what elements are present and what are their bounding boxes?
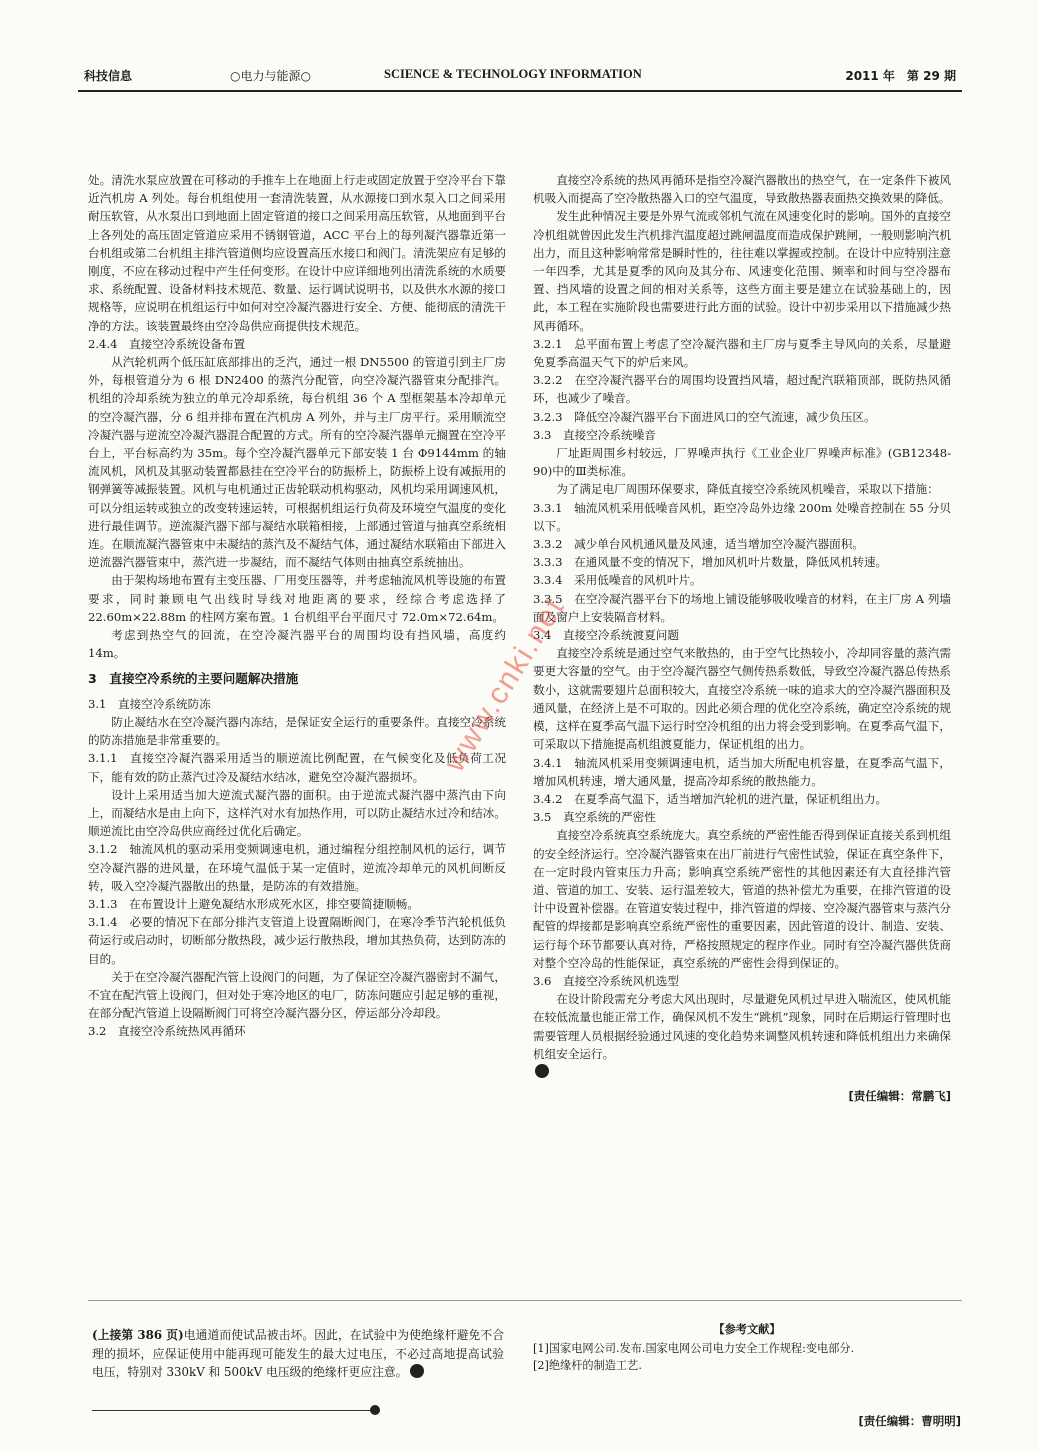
paragraph: 在设计阶段需充分考虑大风出现时，尽量避免风机过早进入喘流区，使风机能在较低流量也能正常工作，确保风机不发生“跳机”现象，同时在后期运行管理时也需要管理人员根据经验通过风速的变化趋势来调整风机转速和降低机组出力来确保机组安全运行。 — [533, 992, 951, 1061]
paragraph: 处。清洗水泵应放置在可移动的手推车上在地面上行走或固定放置于空冷平台下靠近汽机房 A 列处。每台机组使用一套清洗装置，从水源接口到水泵入口之间采用耐压软管，从水泵出口到地面上固定管道的接口之间采用高压软管，从地面到平台上各列处的高压固定管道应采用不锈钢管道，ACC 平台上的每列凝汽器靠近第一台机组或第二台机组主排汽管道侧均应设置高压水接口和阀门。清洗架应有足够的刚度，不应在移动过程中产生任何变形。在设计中应详细地列出清洗系统的水质要求、系统配置、设备材料技术规范、数量、运行调试说明书，以及供水水源的接口规格等，应说明在机组运行中如何对空冷凝汽器进行安全、方便、能彻底的清洗干净的方法。该装置最终由空冷岛供应商提供技术规范。 — [88, 173, 506, 333]
section-heading: 3.1 直接空冷系统防冻 — [88, 696, 211, 711]
paragraph: 直接空冷系统是通过空气来散热的，由于空气比热较小，冷却同容量的蒸汽需要更大容量的空气。由于空冷凝汽器空气侧传热系数低，导致空冷凝汽器总传热系数小，这就需要翅片总面积较大，直接空冷系统一味的追求大的空冷凝汽器面积及通风量，在经济上是不可取的。因此必须合理的优化空冷系统，确定空冷系统的规模，这样在夏季高气温下运行时空冷机组的出力将会受到影响。在夏季高气温下，可采取以下措施提高机组渡夏能力，保证机组的出力。 — [533, 646, 951, 752]
section-heading: 3.1.1 直接空冷凝汽器采用适当的顺逆流比例配置，在气候变化及低负荷工况下，能有效的防止蒸汽过冷及凝结水结冰，避免空冷凝汽器损坏。 — [88, 751, 506, 784]
left-column — [88, 171, 506, 1289]
continued-text: 电通道而使试品被击坏。因此，在试验中为使绝缘杆避免不合理的损坏，应保证使用中能再现可能发生的最大过电压，不必过高地提高试验电压，特别对 330kV 和 500kV 电压级的绝缘杆更应注意。 — [92, 1328, 504, 1379]
section-heading: 3.1.4 必要的情况下在部分排汽支管道上设置隔断阀门，在寒冷季节汽轮机低负荷运行或启动时，切断部分散热段，减少运行散热段，增加其热负荷，达到防冻的目的。 — [88, 915, 506, 966]
paragraph: 厂址距周围乡村较远，厂界噪声执行《工业企业厂界噪声标准》(GB12348-90)中的Ⅲ类标准。 — [533, 446, 951, 479]
section-heading: 3.2 直接空冷系统热风再循环 — [88, 1024, 246, 1039]
reference-item: [1]国家电网公司.发布.国家电网公司电力安全工作规程:变电部分. — [533, 1342, 855, 1355]
paragraph: 关于在空冷凝汽器配汽管上设阀门的问题，为了保证空冷凝汽器密封不漏气，不宜在配汽管上设阀门，但对处于寒冷地区的电厂，防冻问题应引起足够的重视，在部分配汽管道上设隔断阀门可将空冷凝汽器分区，停运部分冷却段。 — [88, 969, 506, 1021]
section-heading: 3.2.1 总平面布置上考虑了空冷凝汽器和主厂房与夏季主导风向的关系，尽量避免夏季高温天气下的炉后来风。 — [533, 336, 951, 370]
issue-info: 2011 年 第 29 期 — [845, 69, 956, 83]
section-heading: 3.4.2 在夏季高气温下，适当增加汽轮机的进汽量，保证机组出力。 — [533, 791, 888, 806]
section-heading: 3.1.2 轴流风机的驱动采用变频调速电机，通过编程分组控制风机的运行，调节空冷凝汽器的进风量，在环境气温低于某一定值时，逆流冷却单元的风机间断反转，吸入空冷凝汽器散出的热量，是防冻的有效措施。 — [88, 842, 506, 893]
section-heading: 3.2.2 在空冷凝汽器平台的周围均设置挡风墙，超过配汽联箱顶部，既防热风循环，也减少了噪音。 — [533, 373, 951, 406]
journal-english-title: SCIENCE & TECHNOLOGY INFORMATION — [384, 67, 642, 81]
paragraph: 设计上采用适当加大逆流式凝汽器的面积。由于逆流式凝汽器中蒸汽由下向上，而凝结水是由上向下，这样汽对水有加热作用，可以防止凝结水过冷和结冰。顺逆流比由空冷岛供应商经过优化后确定。 — [88, 787, 506, 839]
section-heading: 3.3 直接空冷系统噪音 — [533, 427, 656, 442]
continued-label: (上接第 386 页) — [92, 1328, 184, 1342]
section-heading: 3.3.4 采用低噪音的风机叶片。 — [533, 573, 702, 588]
end-mark-icon — [410, 1364, 424, 1378]
journal-name: 科技信息 — [84, 69, 133, 83]
section-heading: 3.3.5 在空冷凝汽器平台下的场地上铺设能够吸收噪音的材料，在主厂房 A 列墙面及窗户上安装隔音材料。 — [533, 591, 951, 624]
paragraph: 防止凝结水在空冷凝汽器内冻结，是保证安全运行的重要条件。直接空冷系统的防冻措施是非常重要的。 — [88, 714, 506, 748]
section-heading: 3.3.2 减少单台风机通风量及风速，适当增加空冷凝汽器面积。 — [533, 537, 864, 552]
paragraph: 发生此种情况主要是外界气流或邻机气流在风速变化时的影响。国外的直接空冷机组就曾因此发生汽机排汽温度超过跳闸温度而造成保护跳闸，一般则影响汽机出力，而且这种影响常常是瞬时性的，往往难以掌握或控制。在设计中应特别注意一年四季，尤其是夏季的风向及其分布、风速变化范围、频率和时间与空冷器布置、挡风墙的设置之间的相对关系等，这些方面主要是建立在试验基础上的，因此，本工程在实施阶段也需要进行此方面的试验。设计中初步采用以下措施减少热风再循环。 — [533, 209, 951, 333]
continued-article — [92, 1326, 504, 1382]
watermark: www.cnki.net — [438, 591, 572, 778]
editor-credit-bottom: [责任编辑：曹明明] — [858, 1414, 961, 1428]
bottom-rule — [92, 1410, 378, 1411]
section-heading: 3.3.1 轴流风机采用低噪音风机，距空冷岛外边缘 200m 处噪音控制在 55 分贝以下。 — [533, 500, 951, 533]
paragraph: 直接空冷系统的热风再循环是指空冷凝汽器散出的热空气，在一定条件下被风机吸入而提高了空冷散热器入口的空气温度，导致散热器表面热交换效果的降低。 — [533, 173, 951, 206]
section-heading: 3.3.3 在通风量不变的情况下，增加风机叶片数量，降低风机转速。 — [533, 555, 888, 570]
section-heading: 3.5 真空系统的严密性 — [533, 810, 656, 825]
paragraph: 为了满足电厂周围环保要求，降低直接空冷系统风机噪音，采取以下措施： — [556, 482, 939, 497]
paragraph: 直接空冷系统真空系统庞大。真空系统的严密性能否得到保证直接关系到机组的安全经济运行。空冷凝汽器管束在出厂前进行气密性试验，保证在真空条件下，在一定时段内管束压力升高；影响真空系统严密性的其他因素还有大直径排汽管道、管道的加工、安装、运行温差较大，管道的热补偿尤为重要，在排汽管道的设计中设置补偿器。在管道安装过程中，排汽管道的焊接、空冷凝汽器管束与蒸汽分配管的焊接都是影响真空系统严密性的重要因素，因此管道的设计、制造、安装、运行每个环节都要认真对待，严格按照规定的程序作业。同时有空冷凝汽器供货商对整个空冷岛的性能保证，真空系统的严密性会得到保证的。 — [533, 828, 951, 970]
reference-item: [2]绝缘杆的制造工艺. — [533, 1359, 642, 1372]
end-mark-icon — [535, 1064, 549, 1078]
section-heading: 3.4.1 轴流风机采用变频调速电机，适当加大所配电机容量，在夏季高气温下，增加风机转速，增大通风量，提高冷却系统的散热能力。 — [533, 755, 951, 788]
section-heading: 3.6 直接空冷系统风机选型 — [533, 973, 679, 988]
header-rule — [78, 90, 962, 92]
bullet-dot-icon — [370, 1405, 380, 1415]
right-column — [533, 171, 951, 1289]
section-heading: 3.4 直接空冷系统渡夏问题 — [533, 628, 679, 643]
section-heading: 3.1.3 在布置设计上避免凝结水形成死水区，排空要简捷顺畅。 — [88, 896, 419, 911]
editor-credit: [责任编辑：常鹏飞] — [848, 1089, 951, 1104]
section-heading: 2.4.4 直接空冷系统设备布置 — [88, 336, 246, 351]
section-name: ○电力与能源○ — [230, 69, 311, 83]
references — [533, 1321, 961, 1428]
page-header — [78, 64, 962, 86]
section-heading: 3 直接空冷系统的主要问题解决措施 — [88, 671, 299, 687]
references-title: 【参考文献】 — [713, 1323, 781, 1336]
paragraph: 由于架构场地布置有主变压器、厂用变压器等，并考虑轴流风机等设施的布置要求，同时兼顾电气出线时导线对地距离的要求，经综合考虑选择了 22.60m×22.88m 的柱网方案布置。1 台机组平台平面尺寸 72.0m×72.64m。 — [88, 573, 506, 624]
section-heading: 3.2.3 降低空冷凝汽器平台下面进风口的空气流速，减少负压区。 — [533, 409, 876, 424]
paragraph: 考虑到热空气的回流，在空冷凝汽器平台的周围均设有挡风墙，高度约 14m。 — [88, 628, 506, 661]
paragraph: 从汽轮机两个低压缸底部排出的乏汽，通过一根 DN5500 的管道引到主厂房外，每根管道分为 6 根 DN2400 的蒸汽分配管，向空冷凝汽器管束分配排汽。机组的冷却系统为独立的单元冷却系统，每台机组 36 个 A 型框架基本冷却单元的空冷凝汽器，分 6 组并排布置在汽机房 A 列外，并与主厂房平行。采用顺流空冷凝汽器与逆流空冷凝汽器混合配置的方式。所有的空冷凝汽器单元搁置在空冷平台上，平台标高约为 35m。每个空冷凝汽器单元下部安装 1 台 Φ9144mm 的轴流风机，风机及其驱动装置都悬挂在空冷平台的防振桥上，防振桥上设有减振用的钢弹簧等减振装置。风机与电机通过正齿轮联动机构驱动，风机均采用调速风机，可以分组运转或独立的改变转速运转，可根据机组运行负荷及环境空气温度的变化进行最佳调节。逆流凝汽器下部与凝结水联箱相接，上部通过管道与抽真空系统相连。在顺流凝汽器管束中未凝结的蒸汽及不凝结气体，通过凝结水联箱由下部进入逆流器汽器管束中，蒸汽进一步凝结，而不凝结气体则由抽真空系统抽出。 — [88, 355, 506, 570]
section-divider — [88, 1300, 962, 1301]
